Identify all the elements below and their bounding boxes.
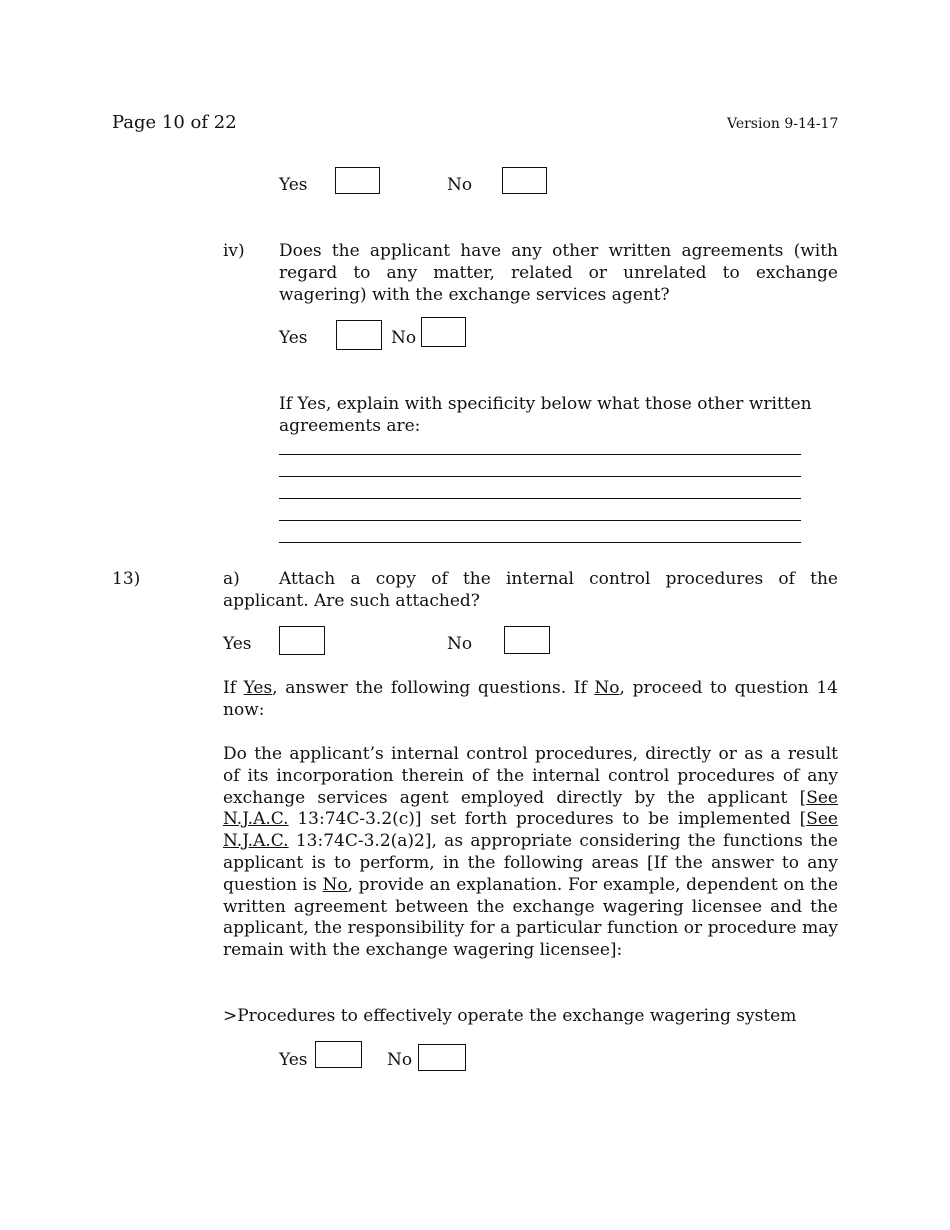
- no-label: No: [447, 175, 473, 195]
- body-text-4: , provide an explanation. For example, dependent on the written agreement between the exchange wagering licensee and the applicant, the responsibility for a particular function or procedure may remain with the exchange wagering licensee]:: [223, 874, 838, 961]
- procedure-item: >Procedures to effectively operate the exchange wagering system: [223, 1006, 797, 1026]
- body-text-3: 13:74C-3.2(a)2], as appropriate considering the functions the applicant is to perform, in the following areas [If the answer to any question is: [223, 831, 838, 895]
- answer-line[interactable]: [279, 476, 801, 477]
- yes-checkbox[interactable]: [335, 167, 380, 194]
- question-iv-number: iv): [223, 241, 245, 261]
- procedure-yes-checkbox[interactable]: [315, 1041, 362, 1068]
- njac-cite-1: N.J.A.C.: [223, 809, 289, 830]
- body-no-word: No: [322, 874, 348, 895]
- see-ref-1: See: [806, 787, 838, 808]
- njac-cite-2: N.J.A.C.: [223, 831, 289, 852]
- version-label: Version 9-14-17: [727, 116, 839, 132]
- question-iv-text: Does the applicant have any other written agreements (with regard to any matter, related or unrelated to exchange wagering) with the exchange services agent?: [279, 241, 838, 305]
- procedure-no-checkbox[interactable]: [418, 1044, 466, 1071]
- no-checkbox[interactable]: [502, 167, 547, 194]
- question-13a-no-label: No: [447, 634, 473, 654]
- procedure-no-label: No: [387, 1050, 413, 1070]
- yes-label: Yes: [279, 175, 308, 195]
- instr-yes-word: Yes: [243, 678, 273, 698]
- answer-line[interactable]: [279, 454, 801, 455]
- question-iv-no-checkbox[interactable]: [421, 317, 466, 347]
- question-iv-yes-checkbox[interactable]: [336, 320, 382, 350]
- instr-if: If: [223, 678, 244, 698]
- question-13a-label: a): [223, 569, 240, 589]
- body-text-2: 13:74C-3.2(c)] set forth procedures to be implemented [: [288, 809, 807, 830]
- instr-no-word: No: [594, 678, 620, 698]
- question-13a-yes-checkbox[interactable]: [279, 626, 325, 655]
- instr-end: , proceed to question 14 now:: [223, 678, 838, 720]
- question-iv-no-label: No: [391, 328, 417, 348]
- answer-line[interactable]: [279, 498, 801, 499]
- question-13a-text: Attach a copy of the internal control procedures of the applicant. Are such attached?: [223, 569, 838, 611]
- procedure-yes-label: Yes: [279, 1050, 308, 1070]
- question-iv-explain-prompt: If Yes, explain with specificity below what those other written agreements are:: [279, 394, 812, 436]
- body-text-1: Do the applicant’s internal control procedures, directly or as a result of its incorporation therein of the internal control procedures of any exchange services agent employed directly by the applicant [: [223, 744, 838, 808]
- answer-line[interactable]: [279, 520, 801, 521]
- question-13-instructions: [223, 678, 838, 722]
- instr-mid: , answer the following questions. If: [272, 678, 595, 698]
- question-13-body: [223, 744, 838, 962]
- see-ref-2: See: [806, 809, 838, 830]
- answer-line[interactable]: [279, 542, 801, 543]
- page-number: Page 10 of 22: [112, 112, 237, 133]
- question-iv-yes-label: Yes: [279, 328, 308, 348]
- question-13a-yes-label: Yes: [223, 634, 252, 654]
- question-13a-no-checkbox[interactable]: [504, 626, 550, 654]
- question-13-number: 13): [112, 569, 141, 589]
